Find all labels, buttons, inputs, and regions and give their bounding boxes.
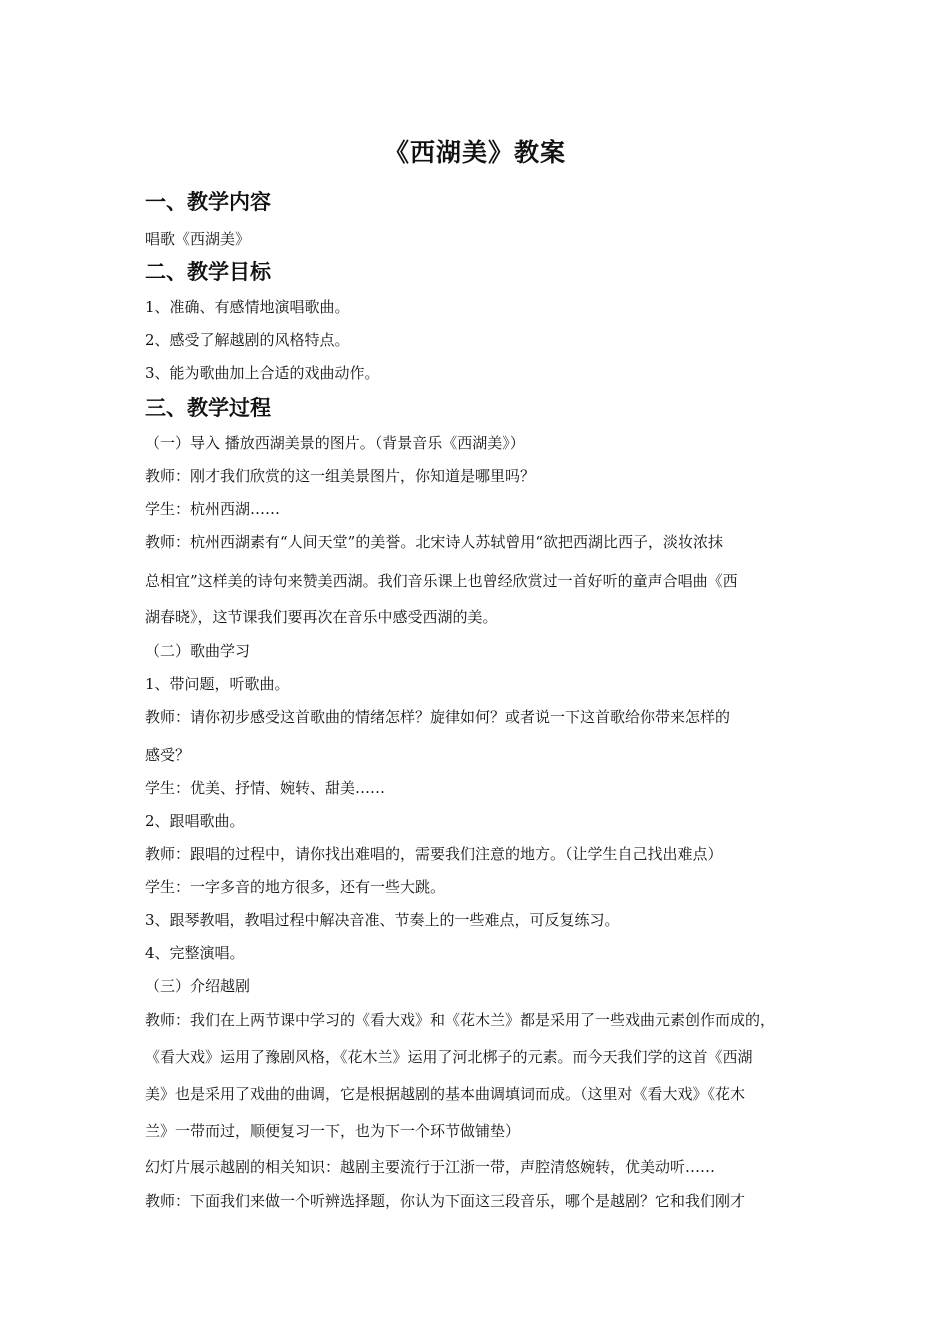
paragraph: 学生：一字多音的地方很多，还有一些大跳。 (145, 878, 446, 896)
paragraph: 总相宜”这样美的诗句来赞美西湖。我们音乐课上也曾经欣赏过一首好听的童声合唱曲《西 (145, 572, 738, 590)
section-heading-objectives: 二、教学目标 (145, 259, 271, 284)
paragraph: 教师：请你初步感受这首歌曲的情绪怎样？旋律如何？或者说一下这首歌给你带来怎样的 (145, 708, 731, 726)
paragraph: （一）导入 播放西湖美景的图片。（背景音乐《西湖美》） (145, 434, 525, 452)
paragraph: 感受？ (145, 746, 191, 764)
paragraph: 2、跟唱歌曲。 (145, 812, 245, 830)
section-heading-content: 一、教学内容 (145, 189, 271, 214)
paragraph: （三）介绍越剧 (145, 977, 251, 995)
paragraph: （二）歌曲学习 (145, 642, 251, 660)
paragraph: 3、能为歌曲加上合适的戏曲动作。 (145, 364, 380, 382)
paragraph: 3、跟琴教唱，教唱过程中解决音准、节奏上的一些难点，可反复练习。 (145, 911, 620, 929)
paragraph: 幻灯片展示越剧的相关知识：越剧主要流行于江浙一带，声腔清悠婉转，优美动听…… (145, 1158, 716, 1176)
paragraph: 《看大戏》运用了豫剧风格，《花木兰》运用了河北梆子的元素。而今天我们学的这首《西湖 (145, 1048, 753, 1066)
paragraph: 兰》一带而过，顺便复习一下，也为下一个环节做铺垫） (145, 1122, 521, 1140)
paragraph: 唱歌《西湖美》 (145, 230, 251, 248)
paragraph: 1、准确、有感情地演唱歌曲。 (145, 298, 350, 316)
paragraph: 美》也是采用了戏曲的曲调，它是根据越剧的基本曲调填词而成。（这里对《看大戏》《花木 (145, 1085, 746, 1103)
section-heading-process: 三、教学过程 (145, 395, 271, 420)
paragraph: 湖春晓》，这节课我们要再次在音乐中感受西湖的美。 (145, 608, 498, 626)
paragraph: 教师：我们在上两节课中学习的《看大戏》和《花木兰》都是采用了一些戏曲元素创作而成的， (145, 1011, 776, 1029)
paragraph: 4、完整演唱。 (145, 944, 245, 962)
paragraph: 教师：跟唱的过程中，请你找出难唱的，需要我们注意的地方。（让学生自己找出难点） (145, 845, 723, 863)
paragraph: 教师：下面我们来做一个听辨选择题，你认为下面这三段音乐，哪个是越剧？它和我们刚才 (145, 1192, 746, 1210)
paragraph: 2、感受了解越剧的风格特点。 (145, 331, 350, 349)
document-title: 《西湖美》教案 (383, 138, 566, 167)
paragraph: 1、带问题，听歌曲。 (145, 675, 290, 693)
paragraph: 学生：优美、抒情、婉转、甜美…… (145, 779, 386, 797)
paragraph: 学生：杭州西湖…… (145, 500, 281, 518)
paragraph: 教师：杭州西湖素有“人间天堂”的美誉。北宋诗人苏轼曾用“欲把西湖比西子，淡妆浓抹 (145, 533, 724, 551)
paragraph: 教师：刚才我们欣赏的这一组美景图片，你知道是哪里吗？ (145, 467, 536, 485)
